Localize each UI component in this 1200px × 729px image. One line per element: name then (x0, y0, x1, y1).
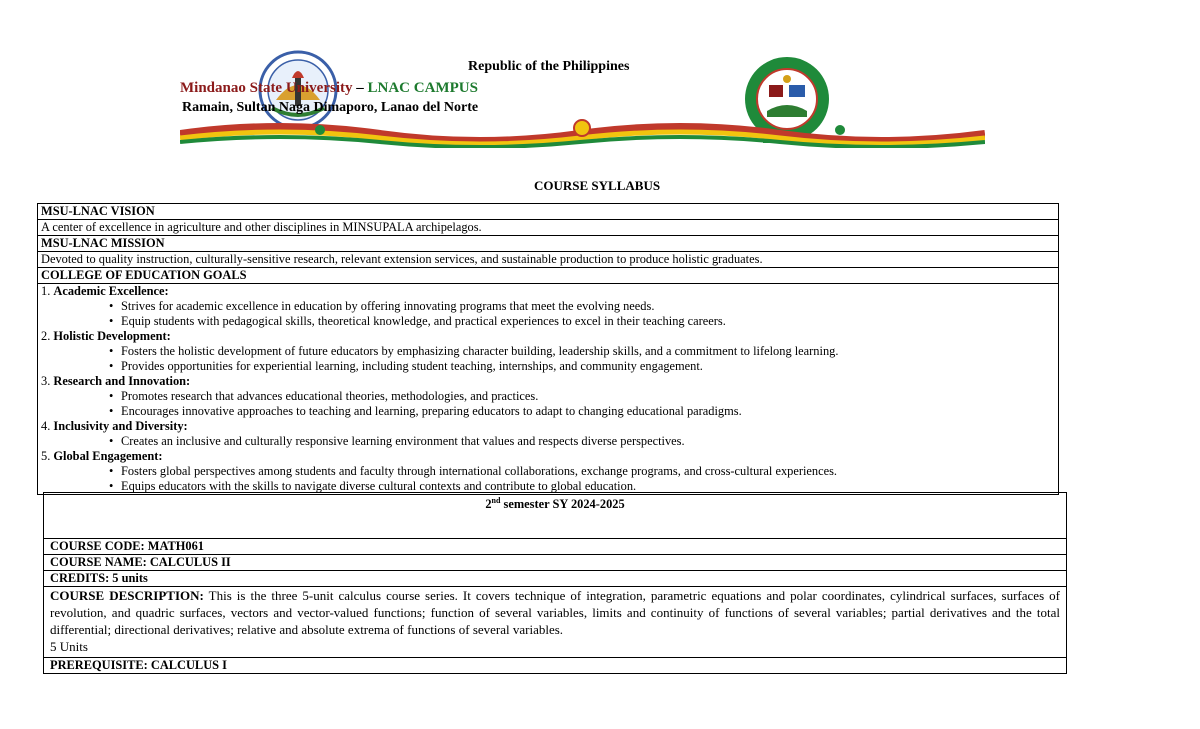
course-info-table (43, 492, 1067, 674)
goal-title: Global Engagement: (53, 449, 163, 463)
goal-number: 3. (41, 374, 51, 388)
ornamental-banner-icon (180, 118, 985, 148)
goal-number: 4. (41, 419, 51, 433)
goal-bullet: • Equip students with pedagogical skills, theoretical knowledge, and practical experiences to excel in their teaching careers. (121, 314, 1055, 329)
goal-bullet: • Fosters global perspectives among students and faculty through international collaborations, exchange programs, and cross-cultural experiences. (121, 464, 1055, 479)
semester-cell (44, 493, 1067, 539)
goal-bullets (41, 434, 1055, 449)
goal-title: Inclusivity and Diversity: (53, 419, 188, 433)
course-credits: CREDITS: 5 units (44, 571, 1067, 587)
semester-text: semester SY 2024-2025 (500, 497, 625, 512)
course-prerequisite: PREREQUISITE: CALCULUS I (44, 658, 1067, 674)
vision-text: A center of excellence in agriculture and other disciplines in MINSUPALA archipelagos. (38, 220, 1059, 236)
goals-list (38, 284, 1059, 495)
document-title: COURSE SYLLABUS (534, 178, 661, 193)
goal-item (41, 449, 1055, 464)
semester-number: 2 (485, 497, 492, 512)
campus-name: LNAC CAMPUS (367, 80, 478, 96)
republic-heading: Republic of the Philippines (468, 59, 630, 74)
goal-title: Academic Excellence: (53, 284, 169, 298)
goal-bullets (41, 389, 1055, 419)
heading-dash: – (356, 80, 364, 96)
course-description-label: COURSE DESCRIPTION: (50, 588, 204, 603)
goal-title: Holistic Development: (53, 329, 171, 343)
mission-text: Devoted to quality instruction, culturally-sensitive research, relevant extension services, and sustainable production to produce holistic graduates. (38, 252, 1059, 268)
campus-address: Ramain, Sultan Naga Dimaporo, Lanao del Norte (182, 100, 479, 115)
university-name: Mindanao State University (180, 80, 353, 96)
course-units: 5 Units (50, 639, 88, 654)
goal-bullets (41, 464, 1055, 494)
goals-label: COLLEGE OF EDUCATION GOALS (38, 268, 1059, 284)
goal-bullet: • Encourages innovative approaches to teaching and learning, preparing educators to adapt to changing educational paradigms. (121, 404, 1055, 419)
goal-bullet: • Creates an inclusive and culturally responsive learning environment that values and respects diverse perspectives. (121, 434, 1055, 449)
goal-title: Research and Innovation: (53, 374, 191, 388)
goal-bullets (41, 299, 1055, 329)
course-description-text: This is the three 5-unit calculus course series. It covers technique of integration, parametric equations and polar coordinates, cylindrical surfaces, surfaces of revolution, and quadric surfaces, vectors and vector-valued functions; function of several variables, limits and continuity of functions of several variables; partial derivatives and the total differential; directional derivatives; relative and absolute extrema of functions of several variables. (50, 588, 1060, 637)
semester-suffix: nd (491, 496, 501, 505)
goal-bullet: • Promotes research that advances educational theories, methodologies, and practices. (121, 389, 1055, 404)
university-heading (180, 80, 478, 97)
course-name: COURSE NAME: CALCULUS II (44, 555, 1067, 571)
goal-bullet: • Strives for academic excellence in education by offering innovating programs that meet the evolving needs. (121, 299, 1055, 314)
goal-item (41, 419, 1055, 434)
mission-label: MSU-LNAC MISSION (38, 236, 1059, 252)
goal-item (41, 284, 1055, 299)
goal-bullet: • Equips educators with the skills to navigate diverse cultural contexts and contribute to global education. (121, 479, 1055, 494)
goal-number: 1. (41, 284, 51, 298)
goal-bullet: • Provides opportunities for experiential learning, including student teaching, internships, and community engagement. (121, 359, 1055, 374)
goal-bullet: • Fosters the holistic development of future educators by emphasizing character building, leadership skills, and a commitment to lifelong learning. (121, 344, 1055, 359)
course-description (44, 587, 1067, 658)
goal-item (41, 374, 1055, 389)
goal-bullets (41, 344, 1055, 374)
semester-line (50, 493, 1060, 512)
vision-mission-goals-table (37, 203, 1059, 495)
vision-label: MSU-LNAC VISION (38, 204, 1059, 220)
goal-number: 5. (41, 449, 51, 463)
goal-item (41, 329, 1055, 344)
goal-number: 2. (41, 329, 51, 343)
course-code: COURSE CODE: MATH061 (44, 539, 1067, 555)
